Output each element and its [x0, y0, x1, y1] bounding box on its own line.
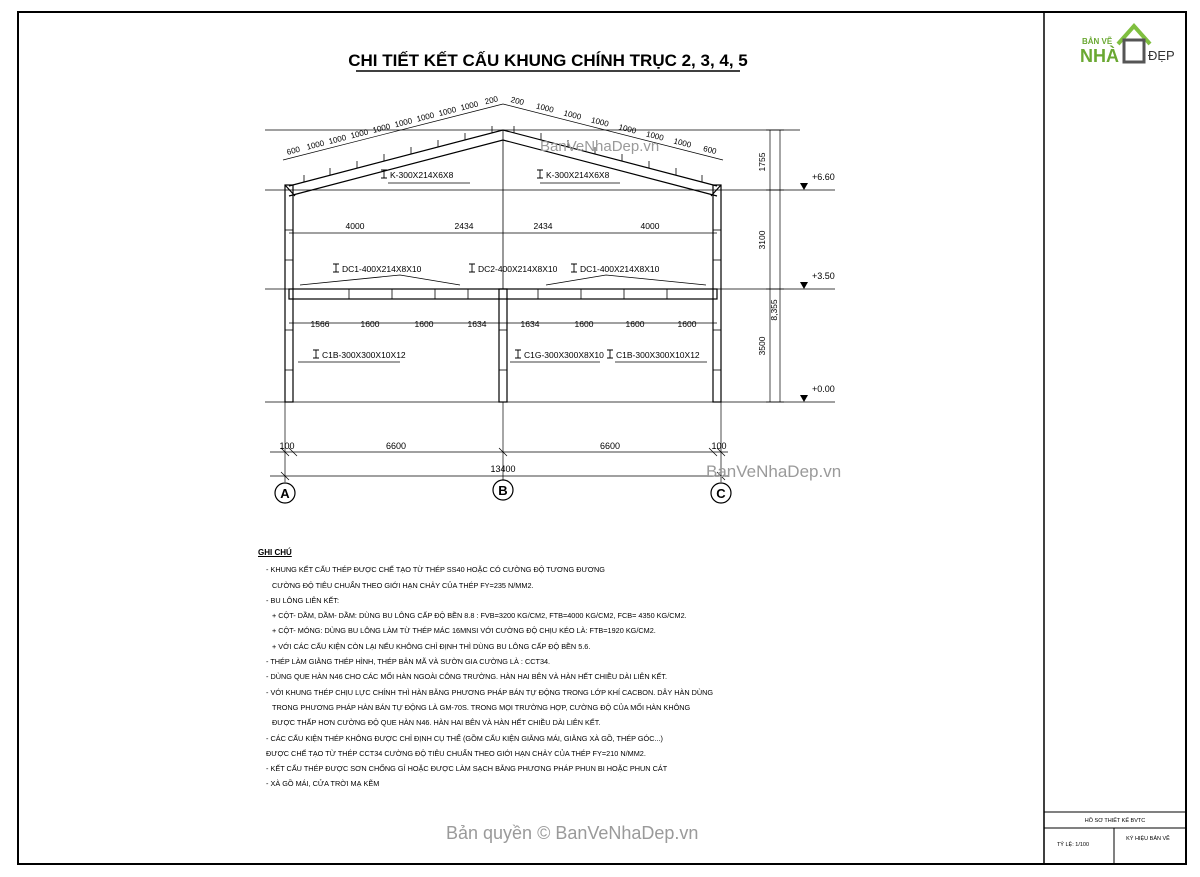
level-marker-bottom [800, 384, 835, 402]
upper-dim-label: 2434 [454, 221, 474, 231]
axis-label: C [716, 486, 726, 501]
left-rafter-label: K-300X214X6X8 [390, 170, 454, 180]
roof-dim-label: 1000 [327, 133, 348, 147]
lower-dim-label: 1634 [520, 319, 540, 329]
level-label: +6.60 [812, 172, 835, 182]
roof-left-dims [286, 94, 500, 156]
i-section-icon [607, 350, 613, 358]
scale-label: TỶ LỆ: 1/100 [1056, 842, 1090, 848]
beam-label-right: DC1-400X214X8X10 [580, 264, 660, 274]
column-label-left: C1B-300X300X10X12 [322, 350, 406, 360]
note-line: - BU LÔNG LIÊN KẾT: [266, 595, 339, 605]
roof-dim-label: 600 [285, 144, 301, 157]
beam-label-left: DC1-400X214X8X10 [342, 264, 422, 274]
i-section-icon [469, 264, 475, 272]
note-line: - KHUNG KẾT CẤU THÉP ĐƯỢC CHẾ TẠO TỪ THÉP SS40 HOẶC CÓ CƯỜNG ĐỘ TƯƠNG ĐƯƠNG [266, 565, 605, 575]
watermark-middle: BanVeNhaDep.vn [706, 462, 842, 481]
note-line: - KẾT CẤU THÉP ĐƯỢC SƠN CHỐNG GỈ HOẶC ĐƯỢC LÀM SẠCH BẰNG PHƯƠNG PHÁP PHUN BI HOẶC PHUN CÁT [266, 764, 668, 774]
bottom-total: 13400 [490, 464, 516, 474]
roof-dim-label: 1000 [437, 105, 458, 119]
lower-dim-label: 1600 [677, 319, 697, 329]
level-marker-middle [800, 271, 835, 289]
roof-dim-label: 200 [483, 94, 499, 107]
logo-suffix: ĐẸP [1148, 48, 1175, 63]
watermark-bottom: Bản quyền © BanVeNhaDep.vn [446, 823, 699, 843]
bottom-span-right: 6600 [599, 441, 621, 451]
lower-dim-label: 1600 [414, 319, 434, 329]
watermark-top: BanVeNhaDep.vn [540, 138, 660, 155]
roof-dim-label: 1000 [672, 136, 693, 150]
column-label-middle: C1G-300X300X8X10 [524, 350, 604, 360]
lower-dim-label: 1566 [310, 319, 330, 329]
mezzanine-beam [289, 289, 717, 299]
lower-dims [311, 319, 697, 329]
upper-dim-label: 4000 [640, 221, 660, 231]
i-section-icon [571, 264, 577, 272]
lower-dim-label: 1600 [625, 319, 645, 329]
vdim-top: 1755 [757, 152, 767, 172]
i-section-icon [333, 264, 339, 272]
logo-prefix: BẢN VẼ [1082, 37, 1113, 46]
logo-brand: NHÀ [1080, 46, 1119, 66]
vdim-bottom: 3500 [757, 336, 767, 356]
upper-dim-label: 2434 [533, 221, 553, 231]
note-line: - CÁC CẤU KIỆN THÉP KHÔNG ĐƯỢC CHỈ ĐỊNH CỤ THỂ (GỒM CẤU KIỆN GIẰNG MÁI, GIẰNG XÀ GỒ, THÉP GÓC...) [266, 733, 663, 743]
lower-dim-label: 1634 [467, 319, 487, 329]
vertical-dim-lines [766, 130, 784, 402]
roof-dim-label: 600 [702, 144, 718, 157]
note-line: - XÀ GỒ MÁI, CỬA TRỜI MẠ KẼM [266, 779, 380, 789]
axis-label: B [498, 483, 508, 498]
note-line: + VỚI CÁC CẤU KIỆN CÒN LẠI NẾU KHÔNG CHỈ ĐỊNH THÌ DÙNG BU LÔNG CẤP ĐỘ BỀN 5.6. [272, 641, 591, 651]
roof-dim-label: 1000 [305, 138, 326, 152]
i-section-icon [537, 170, 543, 178]
bottom-edge-right: 100 [711, 441, 727, 451]
roof-dim-label: 1000 [415, 110, 436, 124]
roof-dim-label: 1000 [617, 122, 638, 136]
level-marker-top [800, 172, 835, 190]
drawing-title: CHI TIẾT KẾT CẤU KHUNG CHÍNH TRỤC 2, 3, 4, 5 [348, 51, 748, 70]
axis-bubble-b [493, 480, 513, 500]
upper-dim-label: 4000 [345, 221, 365, 231]
column-label-right: C1B-300X300X10X12 [616, 350, 700, 360]
axis-bubble-a [275, 483, 295, 503]
general-notes [258, 545, 958, 792]
i-section-icon [515, 350, 521, 358]
roof-dim-label: 1000 [562, 108, 583, 122]
note-line: - THÉP LÀM GIẰNG THÉP HÌNH, THÉP BẢN MÃ VÀ SƯỜN GIA CƯỜNG LÀ : CCT34. [266, 657, 551, 667]
lower-dim-label: 1600 [360, 319, 380, 329]
sheet-code-label: KÝ HIỆU BẢN VẼ [1126, 836, 1170, 842]
roof-dim-label: 200 [509, 95, 525, 108]
note-line: - DÙNG QUE HÀN N46 CHO CÁC MỐI HÀN NGOÀI CÔNG TRƯỜNG. HÀN HAI BÊN VÀ HÀN HẾT CHIỀU DÀI LIÊN KẾT. [266, 672, 668, 682]
lower-dim-label: 1600 [574, 319, 594, 329]
vdim-total: 8,355 [769, 299, 779, 321]
roof-dim-label: 1000 [535, 101, 555, 115]
axis-bubble-c [711, 483, 731, 503]
note-line: CƯỜNG ĐỘ TIÊU CHUẨN THEO GIỚI HẠN CHẢY CỦA THÉP FY=235 N/MM2. [272, 580, 534, 590]
roof-dim-label: 1000 [393, 116, 414, 130]
level-label: +3.50 [812, 271, 835, 281]
note-line: ĐƯỢC THẤP HƠN CƯỜNG ĐỘ QUE HÀN N46. HÀN HAI BÊN VÀ HÀN HẾT CHIỀU DÀI LIÊN KẾT. [272, 718, 601, 728]
project-label: HỒ SƠ THIẾT KẾ BVTC [1084, 818, 1146, 824]
roof-dim-label: 1000 [371, 121, 392, 135]
beam-label-middle: DC2-400X214X8X10 [478, 264, 558, 274]
bottom-edge-left: 100 [279, 441, 295, 451]
right-rafter-label: K-300X214X6X8 [546, 170, 610, 180]
note-line: + CỘT- DẦM, DẦM- DẦM: DÙNG BU LÔNG CẤP ĐỘ BỀN 8.8 : FVB=3200 KG/CM2, FTB=4000 KG/CM2, FCB= 4350 KG/CM2. [272, 611, 687, 621]
beam-stiffeners [349, 289, 667, 299]
roof-dim-label: 1000 [349, 127, 370, 141]
notes-heading: GHI CHÚ [258, 548, 292, 557]
axis-label: A [280, 486, 290, 501]
i-section-icon [313, 350, 319, 358]
bottom-span-left: 6600 [385, 441, 407, 451]
roof-dim-label: 1000 [645, 129, 665, 143]
note-line: TRONG PHƯƠNG PHÁP HÀN BÁN TỰ ĐỘNG LÀ GM-70S. TRONG MỌI TRƯỜNG HỢP, CƯỜNG ĐỘ CỦA MỐI HÀN KHÔNG [272, 702, 691, 712]
roof-dim-label: 1000 [459, 99, 480, 113]
note-line: ĐƯỢC CHẾ TẠO TỪ THÉP CCT34 CƯỜNG ĐỘ TIÊU CHUẨN THEO GIỚI HẠN CHẢY CỦA THÉP FY=210 N/MM2. [266, 748, 646, 758]
note-line: + CỘT- MÓNG: DÙNG BU LÔNG LÀM TỪ THÉP MÁC 16MNSI VỚI CƯỜNG ĐỘ CHỊU KÉO LÀ: FTB=1920 KG/CM2. [272, 626, 656, 636]
level-label: +0.00 [812, 384, 835, 394]
brand-logo [1076, 14, 1186, 70]
roof-dim-label: 1000 [590, 115, 610, 129]
vdim-middle: 3100 [757, 230, 767, 250]
note-line: - VỚI KHUNG THÉP CHỊU LỰC CHÍNH THÌ HÀN BẰNG PHƯƠNG PHÁP BÁN TỰ ĐỘNG TRONG LỚP KHÍ CACBON. DÂY HÀN DÙNG [266, 687, 714, 697]
